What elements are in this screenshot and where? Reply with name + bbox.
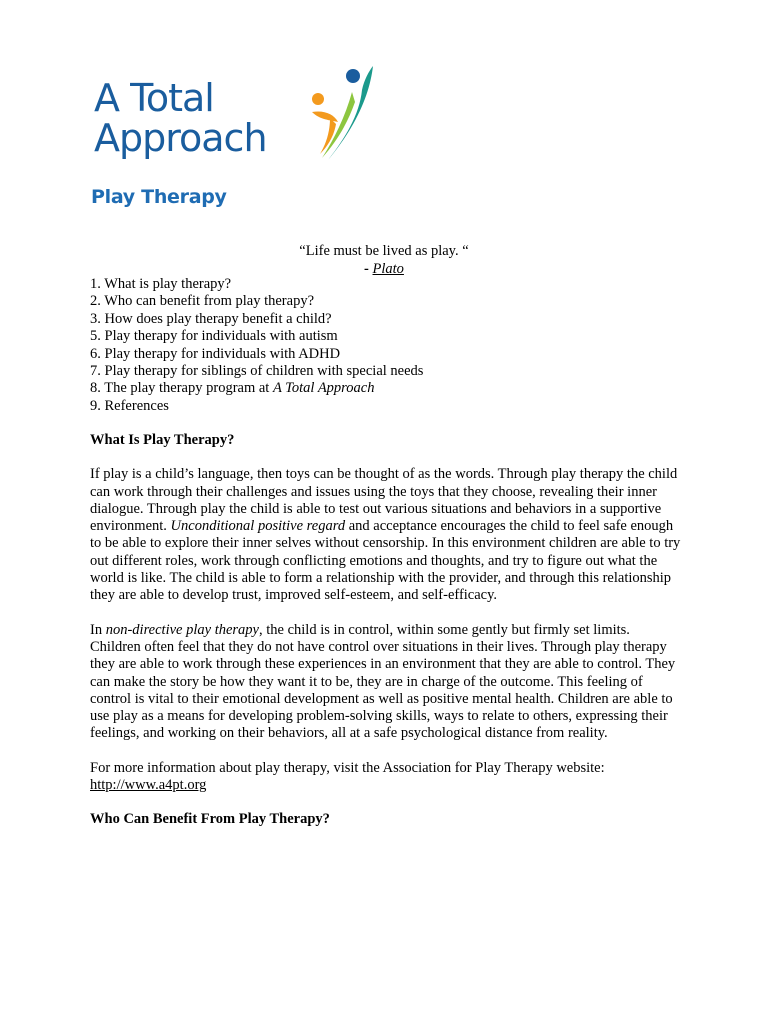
table-of-contents [90,276,690,415]
paragraph: For more information about play therapy, visit the Association for Play Therapy website: http://www.a4pt.org [90,759,605,794]
toc-item: 3. How does play therapy benefit a child? [90,310,332,327]
logo-line-2: Approach [94,116,267,160]
logo-wordmark [94,78,267,158]
section-heading: Who Can Benefit From Play Therapy? [90,811,330,828]
section-what-is-play-therapy [90,432,682,829]
quote-dash: - [364,261,373,277]
a4pt-website-link[interactable]: http://www.a4pt.org [90,777,207,794]
paragraph: In non-directive play therapy, the child is in control, within some gently but firmly set limits. Children often feel that they do not have control over situations in their lives. Through play therapy they are able to work through these experiences in an environment that they are able to control. They can make the story be how they want it to be, they are in charge of the outcome. This feeling of control is vital to their emotional development as well as positive mental health. Children are able to use play as a means for developing problem-solving skills, ways to relate to others, expressing their feelings, and working on their behaviors, all at a safe psychological distance from reality. [90,621,676,742]
toc-item: 9. References [90,397,169,414]
toc-italic-name: A Total Approach [272,380,375,397]
toc-item: 7. Play therapy for siblings of children with special needs [90,363,424,380]
a-total-approach-logo [94,62,384,166]
section-heading: What Is Play Therapy? [90,432,235,448]
toc-item: 8. The play therapy program at A Total Approach [90,380,375,397]
logo-line-1: A Total [94,76,214,120]
toc-item: 2. Who can benefit from play therapy? [90,293,315,310]
toc-item: 5. Play therapy for individuals with autism [90,328,338,345]
paragraph: If play is a child’s language, then toys can be thought of as the words. Through play therapy the child can work through their challenges and issues using the toys that they choose, revealing their inner dialogue. Through play the child is able to test out various situations and behaviors in a supportive environment. Unconditional positive regard and acceptance encourages the child to feel safe enough to be able to explore their inner selves without censorship. In this environment children are able to try out different roles, work through conflicting emotions and thoughts, and try to figure out what the world is like. The child is able to form a relationship with the provider, and through this relationship they are able to develop trust, improved self-esteem, and self-efficacy. [90,466,681,604]
toc-item: 1. What is play therapy? [90,276,232,292]
epigraph-quote [0,242,768,278]
quote-text: “Life must be lived as play. “ [299,243,469,259]
page-title: Play Therapy [91,186,227,208]
quote-author: Plato [372,261,404,277]
toc-item: 6. Play therapy for individuals with ADHD [90,345,341,362]
figure-swoosh-logo-icon [300,62,380,166]
